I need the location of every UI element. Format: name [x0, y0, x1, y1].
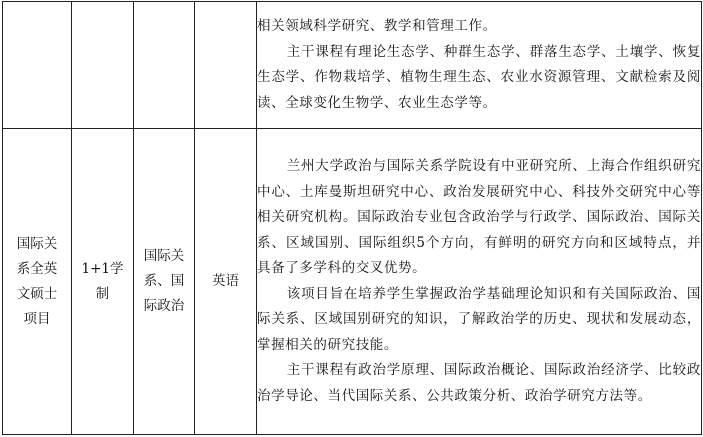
table-row	[3, 129, 702, 435]
description-cell	[257, 2, 702, 129]
program-language: 英语	[212, 273, 239, 289]
table-row	[3, 2, 702, 129]
program-duration: 1+1学制	[81, 260, 124, 302]
major-cell	[134, 129, 195, 435]
description-paragraph: 该项目旨在培养学生掌握政治学基础理论知识和有关国际政治、国际关系、区域国别研究的知识，了解政治学的历史、现状和发展动态，掌握相关的研究技能。	[257, 285, 701, 353]
description-paragraph: 兰州大学政治与国际关系学院设有中亚研究所、上海合作组织研究中心、土库曼斯坦研究中心、政治发展研究中心、科技外交研究中心等相关研究机构。国际政治专业包含政治学与行政学、国际政治、国际关系、区域国别、国际组织5个方向，有鲜明的研究方向和区域特点，并具备了多学科的交叉优势。	[257, 158, 701, 276]
program-major: 国际关系、国际政治	[143, 248, 185, 314]
program-name: 国际关系全英文硕士项目	[16, 235, 58, 327]
major-cell	[134, 2, 195, 129]
description-cell	[257, 129, 702, 435]
program-table	[2, 1, 702, 435]
program-name-cell	[3, 2, 72, 129]
description-paragraph: 主干课程有理论生态学、种群生态学、群落生态学、土壤学、恢复生态学、作物栽培学、植物生理生态、农业水资源管理、文献检索及阅读、全球变化生物学、农业生态学等。	[257, 43, 701, 111]
duration-cell	[72, 129, 134, 435]
description-paragraph: 相关领域科学研究、教学和管理工作。	[257, 18, 497, 34]
language-cell	[195, 129, 257, 435]
program-name-cell	[3, 129, 72, 435]
language-cell	[195, 2, 257, 129]
duration-cell	[72, 2, 134, 129]
description-paragraph: 主干课程有政治学原理、国际政治概论、国际政治经济学、比较政治学导论、当代国际关系、公共政策分析、政治学研究方法等。	[257, 362, 701, 404]
